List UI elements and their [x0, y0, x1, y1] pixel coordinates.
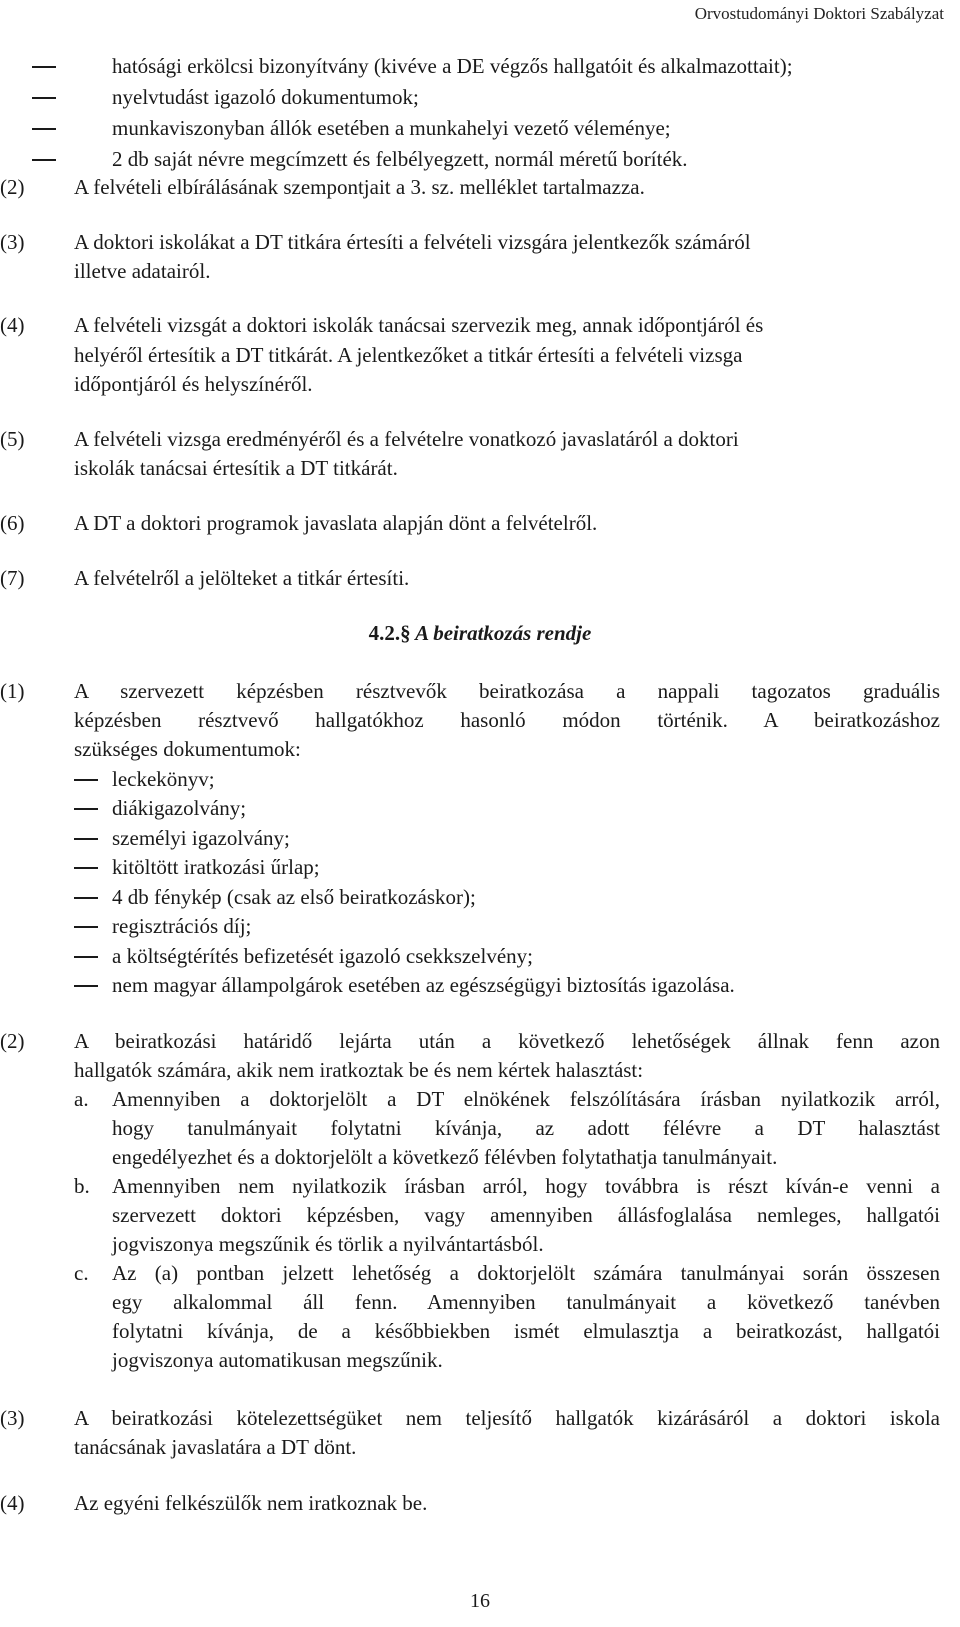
section-paragraph-3: (3) A beiratkozási kötelezettségüket nem teljesítő hallgatók kizárásáról a doktori iskola	[0, 1406, 940, 1430]
dash-bullet	[74, 793, 100, 823]
dash-bullet	[74, 882, 100, 912]
list-item: 2 db saját névre megcímzett és felbélyegzett, normál méretű boríték.	[0, 144, 960, 174]
paragraph-3: (3) A doktori iskolákat a DT titkára értesíti a felvételi vizsgára jelentkezők számáról	[0, 230, 751, 254]
paragraph-5: (5) A felvételi vizsga eredményéről és a felvételre vonatkozó javaslatáról a doktori	[0, 427, 739, 451]
list-item: nem magyar állampolgárok esetében az egészségügyi biztosítás igazolása.	[0, 970, 960, 1000]
list-item: 4 db fénykép (csak az első beiratkozáskor);	[0, 882, 960, 912]
dash-bullet	[32, 51, 58, 81]
list-item: regisztrációs díj;	[0, 911, 960, 941]
dash-bullet	[32, 82, 58, 112]
list-item: kitöltött iratkozási űrlap;	[0, 852, 960, 882]
subpoint-b: b. Amennyiben nem nyilatkozik írásban arról, hogy továbbra is részt kíván-e venni a	[74, 1174, 940, 1198]
list-item: hatósági erkölcsi bizonyítvány (kivéve a DE végzős hallgatóit és alkalmazottait);	[0, 51, 960, 81]
section-heading: 4.2.§ A beiratkozás rendje	[368, 621, 592, 645]
dash-bullet	[32, 113, 58, 143]
subpoint-c: c. Az (a) pontban jelzett lehetőség a doktorjelölt számára tanulmányai során összesen	[74, 1261, 940, 1285]
paragraph-4: (4) A felvételi vizsgát a doktori iskolák tanácsai szervezik meg, annak időpontjáról és	[0, 313, 764, 337]
dash-bullet	[74, 852, 100, 882]
page-number: 16	[470, 1590, 490, 1612]
paragraph-6: (6) A DT a doktori programok javaslata alapján dönt a felvételről.	[0, 511, 598, 535]
list-item: munkaviszonyban állók esetében a munkahelyi vezető véleménye;	[0, 113, 960, 143]
page-header-title: Orvostudományi Doktori Szabályzat	[694, 4, 944, 23]
dash-bullet	[74, 970, 100, 1000]
paragraph-2: (2) A felvételi elbírálásának szempontjait a 3. sz. melléklet tartalmazza.	[0, 175, 645, 199]
list-item: diákigazolvány;	[0, 793, 960, 823]
paragraph-7: (7) A felvételről a jelölteket a titkár értesíti.	[0, 566, 410, 590]
section-paragraph-2: (2) A beiratkozási határidő lejárta után a következő lehetőségek állnak fenn azon	[0, 1029, 940, 1053]
dash-bullet	[74, 823, 100, 853]
dash-bullet	[32, 144, 58, 174]
subpoint-a: a. Amennyiben a doktorjelölt a DT elnökének felszólítására írásban nyilatkozik arról,	[74, 1087, 940, 1111]
section-paragraph-1: (1) A szervezett képzésben résztvevők beiratkozása a nappali tagozatos graduális	[0, 679, 940, 703]
section-paragraph-4: (4) Az egyéni felkészülők nem iratkoznak be.	[0, 1491, 428, 1515]
list-item: nyelvtudást igazoló dokumentumok;	[0, 82, 960, 112]
dash-bullet	[74, 941, 100, 971]
list-item: a költségtérítés befizetését igazoló csekkszelvény;	[0, 941, 960, 971]
dash-bullet	[74, 764, 100, 794]
dash-bullet	[74, 911, 100, 941]
list-item: leckekönyv;	[0, 764, 960, 794]
list-item: személyi igazolvány;	[0, 823, 960, 853]
